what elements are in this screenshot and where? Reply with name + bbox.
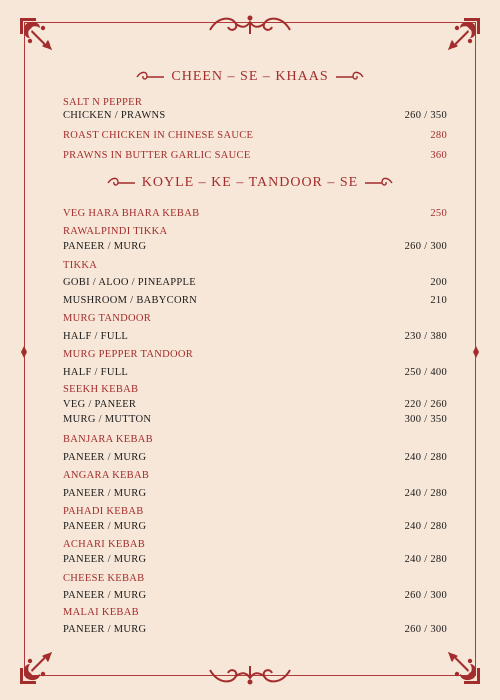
- menu-item-heading: [63, 259, 447, 273]
- item-price: 230 / 380: [404, 331, 447, 342]
- menu-item: [63, 520, 447, 534]
- swirl-divider-icon: [135, 71, 165, 83]
- item-price: 250 / 400: [404, 367, 447, 378]
- menu-item-heading: [63, 225, 447, 239]
- swirl-divider-icon: [364, 177, 394, 189]
- menu-item: [63, 294, 447, 308]
- fleur-corner-icon: [438, 14, 484, 60]
- menu-item-heading: [63, 505, 447, 519]
- diamond-ornament-icon: [473, 345, 479, 357]
- menu-item: [63, 149, 447, 163]
- item-price: 240 / 280: [404, 488, 447, 499]
- item-name: HALF / FULL: [63, 367, 129, 378]
- item-price: 260 / 300: [404, 624, 447, 635]
- menu-item-heading: [63, 312, 447, 326]
- item-name: PRAWNS IN BUTTER GARLIC SAUCE: [63, 150, 251, 161]
- item-name: CHICKEN / PRAWNS: [63, 110, 166, 121]
- item-name: MURG / MUTTON: [63, 414, 152, 425]
- menu-item-heading: [63, 348, 447, 362]
- menu-item-heading: [63, 572, 447, 586]
- item-name: MALAI KEBAB: [63, 607, 139, 618]
- item-price: 300 / 350: [404, 414, 447, 425]
- item-name: TIKKA: [63, 260, 98, 271]
- menu-item: [63, 330, 447, 344]
- item-name: PANEER / MURG: [63, 488, 147, 499]
- menu-item: [63, 207, 447, 221]
- fleur-corner-icon: [16, 14, 62, 60]
- item-price: 220 / 260: [404, 399, 447, 410]
- menu-item: [63, 240, 447, 254]
- section-title-koyle-ke-tandoor-se: [0, 175, 500, 191]
- item-name: CHEESE KEBAB: [63, 573, 145, 584]
- item-name: PANEER / MURG: [63, 590, 147, 601]
- menu-item-heading: [63, 538, 447, 552]
- menu-item: [63, 276, 447, 290]
- item-name: RAWALPINDI TIKKA: [63, 226, 168, 237]
- fleur-corner-icon: [16, 642, 62, 688]
- menu-item: [63, 413, 447, 427]
- menu-item: [63, 129, 447, 143]
- item-name: HALF / FULL: [63, 331, 129, 342]
- item-name: SEEKH KEBAB: [63, 384, 139, 395]
- item-name: ANGARA KEBAB: [63, 470, 150, 481]
- item-price: 260 / 300: [404, 241, 447, 252]
- swirl-divider-icon: [106, 177, 136, 189]
- item-name: VEG HARA BHARA KEBAB: [63, 208, 200, 219]
- menu-item: [63, 366, 447, 380]
- menu-item: [63, 623, 447, 637]
- item-name: PANEER / MURG: [63, 554, 147, 565]
- fleur-corner-icon: [438, 642, 484, 688]
- section-title-text: CHEEN – SE – KHAAS: [171, 69, 329, 84]
- menu-item-heading: [63, 433, 447, 447]
- item-name: PANEER / MURG: [63, 452, 147, 463]
- menu-item: [63, 451, 447, 465]
- item-name: PANEER / MURG: [63, 241, 147, 252]
- item-name: ACHARI KEBAB: [63, 539, 146, 550]
- menu-item-heading: [63, 383, 447, 397]
- item-price: 250: [430, 208, 447, 219]
- item-price: 260 / 350: [404, 110, 447, 121]
- item-name: GOBI / ALOO / PINEAPPLE: [63, 277, 196, 288]
- item-price: 200: [430, 277, 447, 288]
- swirl-divider-icon: [335, 71, 365, 83]
- scroll-ornament-icon: [200, 662, 300, 688]
- item-price: 240 / 280: [404, 452, 447, 463]
- item-price: 280: [430, 130, 447, 141]
- item-price: 360: [430, 150, 447, 161]
- menu-item: [63, 589, 447, 603]
- item-name: MURG TANDOOR: [63, 313, 152, 324]
- item-price: 210: [430, 295, 447, 306]
- menu-item-heading: [63, 469, 447, 483]
- item-price: 240 / 280: [404, 554, 447, 565]
- section-title-text: KOYLE – KE – TANDOOR – SE: [141, 175, 359, 190]
- item-name: BANJARA KEBAB: [63, 434, 153, 445]
- scroll-ornament-icon: [200, 12, 300, 38]
- menu-item-heading: [63, 96, 447, 110]
- item-name: PAHADI KEBAB: [63, 506, 144, 517]
- item-price: 260 / 300: [404, 590, 447, 601]
- section-title-cheen-se-khaas: [0, 69, 500, 85]
- menu-item: [63, 487, 447, 501]
- menu-item: [63, 553, 447, 567]
- item-name: ROAST CHICKEN IN CHINESE SAUCE: [63, 130, 254, 141]
- item-name: VEG / PANEER: [63, 399, 137, 410]
- menu-item: [63, 398, 447, 412]
- item-name: PANEER / MURG: [63, 521, 147, 532]
- item-name: PANEER / MURG: [63, 624, 147, 635]
- item-name: MURG PEPPER TANDOOR: [63, 349, 194, 360]
- item-name: SALT N PEPPER: [63, 97, 143, 108]
- menu-item-heading: [63, 606, 447, 620]
- diamond-ornament-icon: [21, 345, 27, 357]
- item-name: MUSHROOM / BABYCORN: [63, 295, 198, 306]
- item-price: 240 / 280: [404, 521, 447, 532]
- menu-item: [63, 109, 447, 123]
